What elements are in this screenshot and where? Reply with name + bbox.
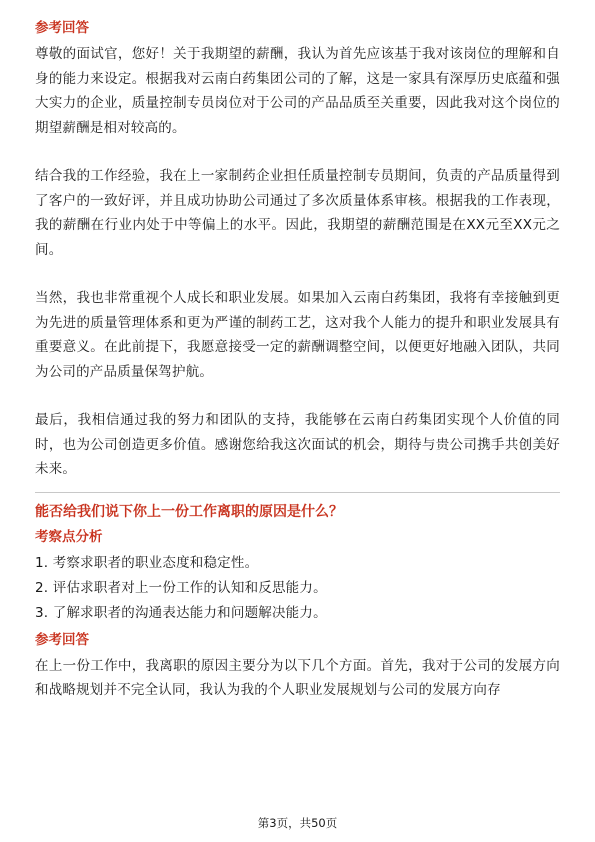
list-item: 2. 评估求职者对上一份工作的认知和反思能力。 <box>35 579 327 596</box>
list-item: 3. 了解求职者的沟通表达能力和问题解决能力。 <box>35 604 327 621</box>
answer-paragraph: 当然，我也非常重视个人成长和职业发展。如果加入云南白药集团，我将有幸接触到更为先进的质量管理体系和更为严谨的制药工艺，这对我个人能力的提升和职业发展具有重要意义。在此前提下，我愿意接受一定的薪酬调整空间，以便更好地融入团队，共同为公司的产品质量保驾护航。 <box>35 290 560 380</box>
document-page <box>35 18 560 703</box>
answer-paragraph: 在上一份工作中，我离职的原因主要分为以下几个方面。首先，我对于公司的发展方向和战略规划并不完全认同，我认为我的个人职业发展规划与公司的发展方向存 <box>35 657 560 698</box>
answer-heading: 参考回答 <box>35 20 89 36</box>
analysis-heading: 考察点分析 <box>35 528 103 545</box>
analysis-list <box>35 551 560 626</box>
page-number: 第3页，共50页 <box>257 816 338 830</box>
list-item: 1. 考察求职者的职业态度和稳定性。 <box>35 554 259 571</box>
question-title: 能否给我们说下你上一份工作离职的原因是什么？ <box>35 503 343 520</box>
answer-paragraph: 最后，我相信通过我的努力和团队的支持，我能够在云南白药集团实现个人价值的同时，也为公司创造更多价值。感谢您给我这次面试的机会，期待与贵公司携手共创美好未来。 <box>35 412 560 477</box>
section-divider <box>35 492 560 493</box>
answer-paragraph: 尊敬的面试官，您好！关于我期望的薪酬，我认为首先应该基于我对该岗位的理解和自身的能力来设定。根据我对云南白药集团公司的了解，这是一家具有深厚历史底蕴和强大实力的企业，质量控制专员岗位对于公司的产品品质至关重要，因此我对这个岗位的期望薪酬是相对较高的。 <box>35 46 560 136</box>
answer-heading: 参考回答 <box>35 631 89 648</box>
answer-paragraph: 结合我的工作经验，我在上一家制药企业担任质量控制专员期间，负责的产品质量得到了客户的一致好评，并且成功协助公司通过了多次质量体系审核。根据我的工作表现，我的薪酬在行业内处于中等偏上的水平。因此，我期望的薪酬范围是在XX元至XX元之间。 <box>35 168 560 258</box>
